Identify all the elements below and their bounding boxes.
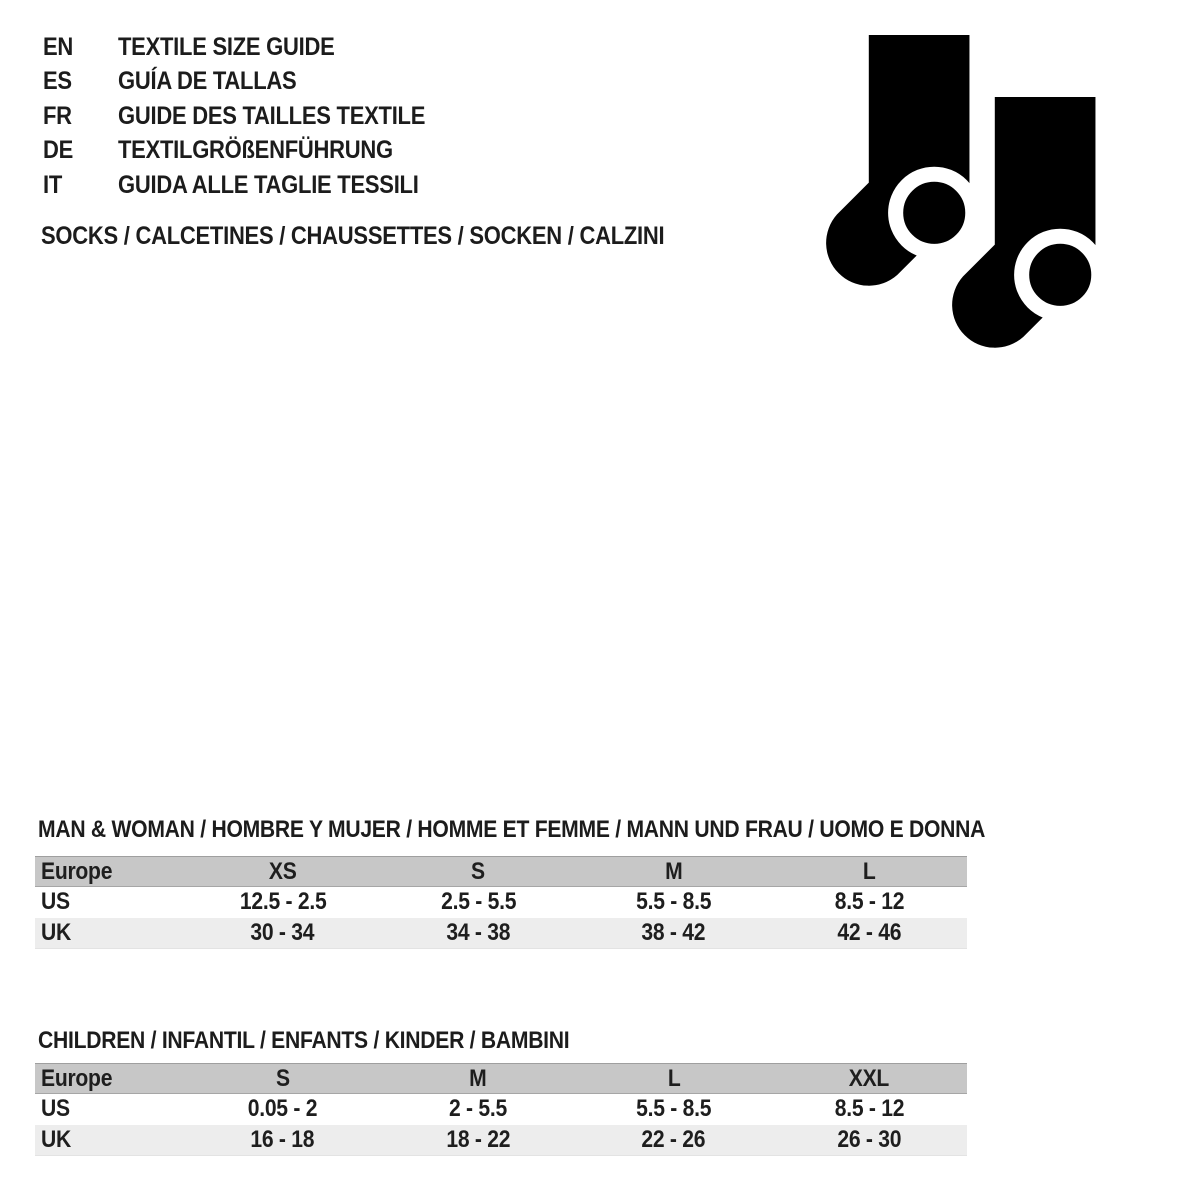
section-heading-children: CHILDREN / INFANTIL / ENFANTS / KINDER / BAMBINI bbox=[38, 1027, 570, 1054]
column-header: L bbox=[576, 1064, 772, 1094]
size-cell: 30 - 34 bbox=[185, 918, 381, 949]
table-header-row bbox=[35, 1064, 967, 1094]
column-header: Europe bbox=[35, 857, 185, 887]
size-table-children bbox=[35, 1063, 967, 1156]
size-cell: 42 - 46 bbox=[772, 918, 968, 949]
language-row bbox=[43, 168, 467, 203]
table-header-row bbox=[35, 857, 967, 887]
category-heading: SOCKS / CALCETINES / CHAUSSETTES / SOCKEN / CALZINI bbox=[41, 222, 665, 250]
language-list bbox=[43, 30, 467, 203]
size-table-adults bbox=[35, 856, 967, 949]
size-cell: 22 - 26 bbox=[576, 1125, 772, 1156]
sock-icon bbox=[941, 97, 1109, 352]
language-row bbox=[43, 99, 467, 134]
table-row bbox=[35, 918, 967, 949]
size-cell: 2 - 5.5 bbox=[449, 1095, 508, 1123]
table-row bbox=[35, 887, 967, 918]
socks-icon bbox=[812, 30, 1117, 355]
table-row bbox=[35, 1125, 967, 1156]
language-code: IT bbox=[43, 170, 63, 199]
size-cell: 34 - 38 bbox=[381, 918, 577, 949]
region-label: UK bbox=[35, 918, 185, 949]
size-cell: 18 - 22 bbox=[381, 1125, 577, 1156]
language-row bbox=[43, 134, 467, 169]
region-label: US bbox=[41, 888, 70, 916]
language-row bbox=[43, 30, 467, 65]
section-heading-adults: MAN & WOMAN / HOMBRE Y MUJER / HOMME ET FEMME / MANN UND FRAU / UOMO E DONNA bbox=[38, 816, 986, 843]
language-label: TEXTILE SIZE GUIDE bbox=[118, 32, 335, 61]
column-header: S bbox=[381, 857, 577, 887]
language-code: ES bbox=[43, 67, 72, 96]
column-header: M bbox=[381, 1064, 577, 1094]
region-label: US bbox=[41, 1095, 70, 1123]
size-cell: 2.5 - 5.5 bbox=[440, 888, 516, 916]
size-cell: 12.5 - 2.5 bbox=[239, 888, 327, 916]
language-code: DE bbox=[43, 136, 74, 165]
language-label: TEXTILGRÖßENFÜHRUNG bbox=[118, 136, 393, 165]
size-cell: 38 - 42 bbox=[576, 918, 772, 949]
column-header: XXL bbox=[772, 1064, 968, 1094]
size-cell: 0.05 - 2 bbox=[247, 1095, 318, 1123]
table-row bbox=[35, 1094, 967, 1125]
size-cell: 8.5 - 12 bbox=[834, 888, 905, 916]
language-code: EN bbox=[43, 32, 74, 61]
size-cell: 8.5 - 12 bbox=[834, 1095, 905, 1123]
column-header: M bbox=[576, 857, 772, 887]
size-cell: 5.5 - 8.5 bbox=[636, 1095, 712, 1123]
language-label: GUÍA DE TALLAS bbox=[118, 67, 297, 96]
column-header: Europe bbox=[35, 1064, 185, 1094]
language-label: GUIDA ALLE TAGLIE TESSILI bbox=[118, 170, 419, 199]
column-header: S bbox=[185, 1064, 381, 1094]
language-code: FR bbox=[43, 101, 72, 130]
language-row bbox=[43, 65, 467, 100]
size-cell: 16 - 18 bbox=[185, 1125, 381, 1156]
column-header: L bbox=[772, 857, 968, 887]
size-cell: 26 - 30 bbox=[772, 1125, 968, 1156]
size-cell: 5.5 - 8.5 bbox=[636, 888, 712, 916]
region-label: UK bbox=[35, 1125, 185, 1156]
language-label: GUIDE DES TAILLES TEXTILE bbox=[118, 101, 426, 130]
column-header: XS bbox=[185, 857, 381, 887]
